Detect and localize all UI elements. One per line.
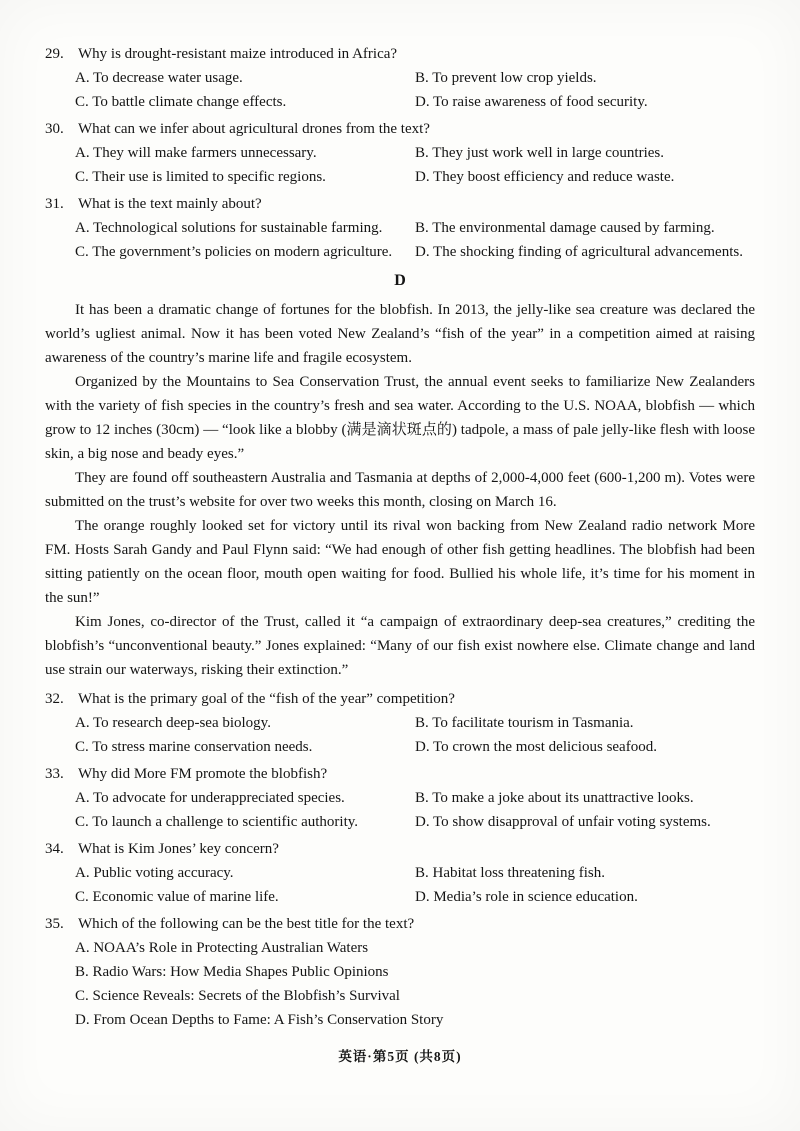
question-number: 30. (45, 121, 64, 137)
question-stem: What is Kim Jones’ key concern? (78, 841, 279, 857)
option-a: A. Public voting accuracy. (75, 865, 234, 881)
option-b: B. Radio Wars: How Media Shapes Public Opinions (75, 964, 389, 980)
question-number: 34. (45, 841, 64, 857)
option-c: C. To stress marine conservation needs. (75, 739, 313, 755)
question-number: 33. (45, 766, 64, 782)
option-a: A. To research deep-sea biology. (75, 715, 271, 731)
question-number: 32. (45, 691, 64, 707)
passage-paragraph: Kim Jones, co-director of the Trust, called it “a campaign of extraordinary deep-sea creatures,” crediting the blobfish’s “unconventional beauty.” Jones explained: “Many of our fish exist nowhere else. Climate change and land use strain our waterways, risking their extinction.” (45, 614, 755, 678)
option-d: D. From Ocean Depths to Fame: A Fish’s Conservation Story (75, 1012, 444, 1028)
option-a: A. To decrease water usage. (75, 70, 243, 86)
option-d: D. To raise awareness of food security. (415, 94, 648, 110)
option-a: A. They will make farmers unnecessary. (75, 145, 317, 161)
question-31 (45, 192, 755, 264)
passage-paragraph: Organized by the Mountains to Sea Conservation Trust, the annual event seeks to familiarize New Zealanders with the variety of fish species in the country’s fresh and sea water. According to the U.S. NOAA, blobfish — which grow to 12 inches (30cm) — “look like a blobby (满是滴状斑点的) tadpole, a mass of pale jelly-like flesh with loose skin, a big nose and beady eyes.” (45, 374, 755, 462)
question-33 (45, 762, 755, 834)
passage-paragraph: It has been a dramatic change of fortunes for the blobfish. In 2013, the jelly-like sea creature was declared the world’s ugliest animal. Now it has been voted New Zealand’s “fish of the year” in a competition aimed at raising awareness of the country’s marine life and fragile ecosystem. (45, 302, 755, 366)
option-a: A. Technological solutions for sustainable farming. (75, 220, 383, 236)
option-c: C. Science Reveals: Secrets of the Blobfish’s Survival (75, 988, 400, 1004)
question-stem: Why is drought-resistant maize introduced in Africa? (78, 46, 398, 62)
option-c: C. To launch a challenge to scientific authority. (75, 814, 359, 830)
question-stem: Which of the following can be the best title for the text? (78, 916, 415, 932)
question-32 (45, 687, 755, 759)
option-b: B. To facilitate tourism in Tasmania. (415, 715, 634, 731)
question-number: 35. (45, 916, 64, 932)
option-a: A. NOAA’s Role in Protecting Australian Waters (75, 940, 369, 956)
reading-passage (45, 298, 755, 682)
option-d: D. The shocking finding of agricultural advancements. (415, 244, 743, 260)
option-d: D. To crown the most delicious seafood. (415, 739, 657, 755)
question-30 (45, 117, 755, 189)
page-footer: 英语·第5页 (共8页) (338, 1049, 462, 1064)
question-stem: What is the text mainly about? (78, 196, 262, 212)
question-34 (45, 837, 755, 909)
option-c: C. Their use is limited to specific regions. (75, 169, 326, 185)
passage-paragraph: They are found off southeastern Australia and Tasmania at depths of 2,000-4,000 feet (600-1,200 m). Votes were submitted on the trust’s website for over two weeks this month, closing on March 16. (45, 470, 755, 510)
question-stem: What is the primary goal of the “fish of the year” competition? (78, 691, 455, 707)
option-a: A. To advocate for underappreciated species. (75, 790, 345, 806)
option-c: C. Economic value of marine life. (75, 889, 279, 905)
option-c: C. The government’s policies on modern agriculture. (75, 244, 393, 260)
option-d: D. To show disapproval of unfair voting systems. (415, 814, 711, 830)
option-b: B. To make a joke about its unattractive looks. (415, 790, 694, 806)
option-b: B. They just work well in large countries. (415, 145, 664, 161)
question-29 (45, 42, 755, 114)
question-35 (45, 912, 755, 1032)
question-stem: Why did More FM promote the blobfish? (78, 766, 328, 782)
question-stem: What can we infer about agricultural drones from the text? (78, 121, 430, 137)
question-number: 31. (45, 196, 64, 212)
option-d: D. They boost efficiency and reduce waste. (415, 169, 675, 185)
option-b: B. Habitat loss threatening fish. (415, 865, 605, 881)
option-d: D. Media’s role in science education. (415, 889, 638, 905)
option-c: C. To battle climate change effects. (75, 94, 287, 110)
question-number: 29. (45, 46, 64, 62)
section-label: D (394, 272, 406, 289)
option-b: B. To prevent low crop yields. (415, 70, 597, 86)
passage-paragraph: The orange roughly looked set for victory until its rival won backing from New Zealand radio network More FM. Hosts Sarah Gandy and Paul Flynn said: “We had enough of other fish getting headlines. The blobfish had been sitting patiently on the ocean floor, mouth open waiting for food. Bullied his whole life, it’s time for his moment in the sun!” (45, 518, 755, 606)
option-b: B. The environmental damage caused by farming. (415, 220, 715, 236)
